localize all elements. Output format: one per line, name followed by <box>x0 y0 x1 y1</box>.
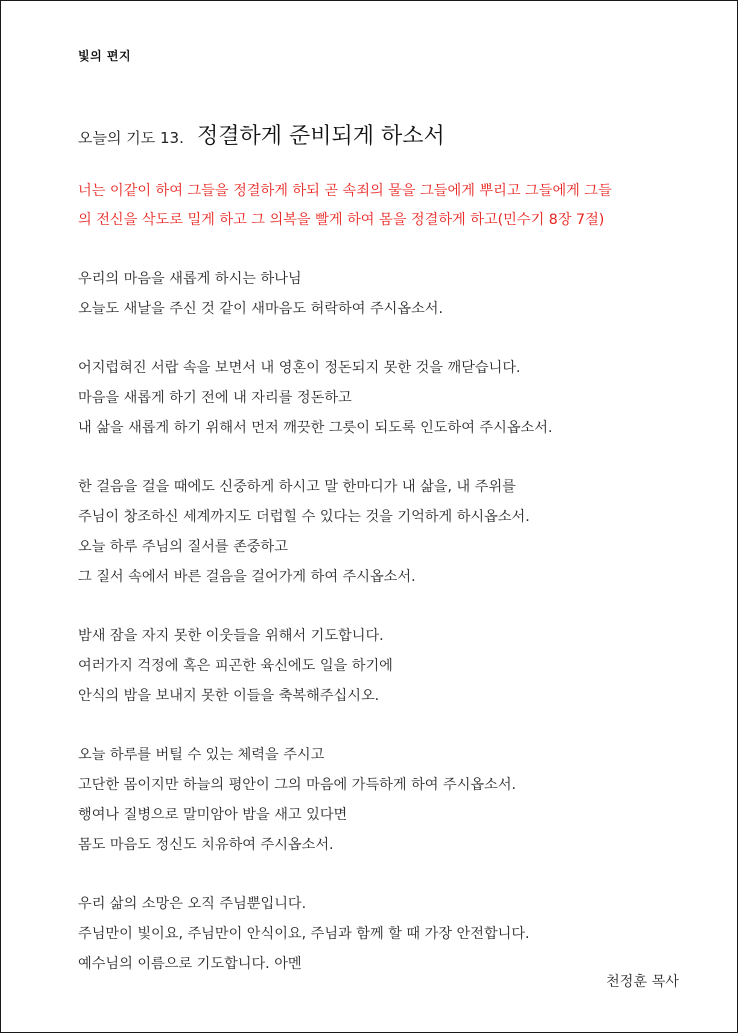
prayer-line: 그 질서 속에서 바른 걸음을 걸어가게 하여 주시옵소서. <box>78 569 416 585</box>
prayer-number-label: 오늘의 기도 13. <box>78 129 184 147</box>
prayer-paragraph-5 <box>78 740 698 860</box>
paragraph-spacer <box>78 592 698 621</box>
prayer-line: 오늘 하루를 버틸 수 있는 체력을 주시고 <box>78 747 325 763</box>
prayer-title: 정결하게 준비되게 하소서 <box>196 124 445 149</box>
publication-title: 빛의 편지 <box>78 49 132 63</box>
paragraph-spacer <box>78 443 698 472</box>
prayer-heading <box>78 119 445 150</box>
prayer-line: 예수님의 이름으로 기도합니다. 아멘 <box>78 956 302 972</box>
prayer-line: 행여나 질병으로 말미암아 밤을 새고 있다면 <box>78 807 348 823</box>
scripture-line: 너는 이같이 하여 그들을 정결하게 하되 곧 속죄의 물을 그들에게 뿌리고 그들에게 그들 <box>78 183 612 199</box>
prayer-line: 마음을 새롭게 하기 전에 내 자리를 정돈하고 <box>78 390 352 406</box>
prayer-paragraph-2 <box>78 353 698 443</box>
author-signature: 천정훈 목사 <box>605 974 679 990</box>
prayer-line: 고단한 몸이지만 하늘의 평안이 그의 마음에 가득하게 하여 주시옵소서. <box>78 777 517 793</box>
scripture-line: 의 전신을 삭도로 밀게 하고 그 의복을 빨게 하여 몸을 정결하게 하고(민수기 8장 7절) <box>78 212 605 228</box>
scripture-quote <box>78 177 694 235</box>
prayer-line: 오늘 하루 주님의 질서를 존중하고 <box>78 539 288 555</box>
prayer-line: 어지럽혀진 서랍 속을 보면서 내 영혼이 정돈되지 못한 것을 깨닫습니다. <box>78 360 521 376</box>
prayer-line: 내 삶을 새롭게 하기 위해서 먼저 깨끗한 그릇이 되도록 인도하여 주시옵소서. <box>78 420 553 436</box>
paragraph-spacer <box>78 324 698 353</box>
prayer-line: 우리 삶의 소망은 오직 주님뿐입니다. <box>78 896 307 912</box>
paragraph-spacer <box>78 860 698 889</box>
prayer-line: 안식의 밤을 보내지 못한 이들을 축복해주십시오. <box>78 688 380 704</box>
prayer-line: 한 걸음을 걸을 때에도 신중하게 하시고 말 한마디가 내 삶을, 내 주위를 <box>78 479 516 495</box>
prayer-paragraph-3 <box>78 472 698 592</box>
prayer-line: 오늘도 새날을 주신 것 같이 새마음도 허락하여 주시옵소서. <box>78 301 444 317</box>
prayer-line: 여러가지 걱정에 혹은 피곤한 육신에도 일을 하기에 <box>78 658 393 674</box>
prayer-paragraph-1 <box>78 264 698 324</box>
paragraph-spacer <box>78 711 698 740</box>
prayer-line: 주님이 창조하신 세계까지도 더럽힐 수 있다는 것을 기억하게 하시옵소서. <box>78 509 530 525</box>
prayer-paragraph-6 <box>78 889 698 979</box>
prayer-body <box>78 264 698 979</box>
prayer-line: 몸도 마음도 정신도 치유하여 주시옵소서. <box>78 837 334 853</box>
prayer-paragraph-4 <box>78 621 698 711</box>
prayer-line: 주님만이 빛이요, 주님만이 안식이요, 주님과 함께 할 때 가장 안전합니다. <box>78 926 530 942</box>
prayer-line: 밤새 잠을 자지 못한 이웃들을 위해서 기도합니다. <box>78 628 384 644</box>
prayer-line: 우리의 마음을 새롭게 하시는 하나님 <box>78 271 302 287</box>
